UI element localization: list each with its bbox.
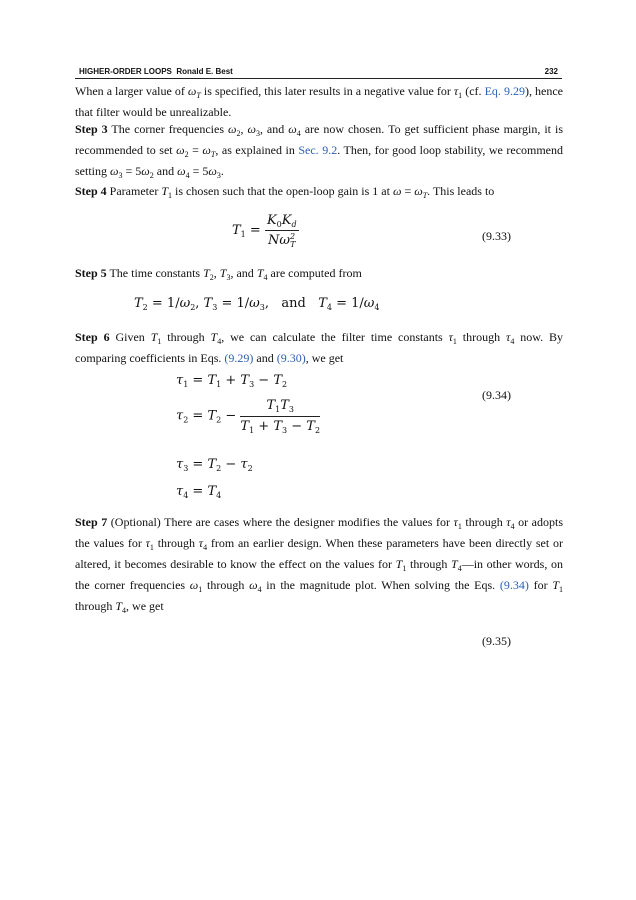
- running-header: [75, 64, 562, 78]
- eq-9-29-link[interactable]: Eq. 9.29: [484, 84, 525, 98]
- equation-number-9-34: (9.34): [482, 388, 511, 402]
- paragraph-intro: When a larger value of $\omega_T$ is specified, this later results in a negative value for $\tau_1$ (cf. Eq. 9.29), hence that filter would be unrealizable.: [75, 84, 563, 119]
- step-7-paragraph: Step 7 (Optional) There are cases where the designer modifies the values for $\tau_1$ through $\tau_4$ or adopts the values for $\tau_1$ through $\tau_4$ from an earlier design. When these parameters have been directly set or altered, it becomes desirable to know the effect on the values for $T_1$ through $T_4—in$ other words, on the corner frequencies $\omega_1$ through $\omega_4$ in the magnitude plot. When solving the Eqs. (9.34) for $T_1$ through $T_4$, we get: [75, 515, 564, 615]
- step-4-label: Step 4: [75, 184, 107, 198]
- header-rule: [75, 78, 562, 79]
- step-4-paragraph: Step 4 Parameter $T_1$ is chosen such that the open-loop gain is 1 at $\omega = \omega_T$. This leads to: [75, 184, 495, 200]
- step-7-label: Step 7: [75, 515, 108, 529]
- equation-tau1: $\tau_1 = T_1 + T_3 - T_2$: [176, 373, 288, 389]
- equation-tau4: $\tau_4 = T_4$: [176, 484, 222, 500]
- sec-9-2-link[interactable]: Sec. 9.2: [298, 143, 338, 157]
- header-title: HIGHER-ORDER LOOPS Ronald E. Best: [79, 67, 233, 76]
- step-3-paragraph: Step 3 The corner frequencies $\omega_2$, $\omega_3$, and $\omega_4$ are now chosen. To get sufficient phase margin, it is recommended to set $\omega_2 = \omega_T$, as explained in Sec. 9.2. Then, for good loop stability, we recommend setting $\omega_3 = 5\omega_2$ and $\omega_4 = 5\omega_3$.: [75, 122, 564, 180]
- eq-9-30-ref[interactable]: (9.30): [276, 351, 306, 365]
- step-6-label: Step 6: [75, 330, 110, 344]
- eq-9-34-ref[interactable]: (9.34): [499, 578, 529, 592]
- step-5-paragraph: Step 5 The time constants $T_2$, $T_3$, and $T_4$ are computed from: [75, 266, 362, 282]
- equation-9-33: $T_1$ = $\frac{K_0K_d}{N\omega^2_T}$: [232, 213, 297, 249]
- step-3-label: Step 3: [75, 122, 108, 136]
- eq-9-29-ref[interactable]: (9.29): [224, 351, 254, 365]
- equation-number-9-33: (9.33): [482, 229, 511, 243]
- equation-tau2: $\tau_2 = T_2$ − $\frac{T_1T_3}{T_1 + T_3 - T_2}$: [176, 398, 321, 435]
- equation-time-constants: $T_2 = 1/\omega_2$, $T_3 = 1/\omega_3$, and $T_4 = 1/\omega_4$: [134, 296, 380, 312]
- step-5-label: Step 5: [75, 266, 107, 280]
- equation-tau3: $\tau_3 = T_2 - \tau_2$: [176, 457, 253, 473]
- equation-number-9-35: (9.35): [482, 634, 511, 648]
- page-number: 232: [544, 67, 558, 76]
- step-6-paragraph: Step 6 Given $T_1$ through $T_4$, we can calculate the filter time constants $\tau_1$ through $\tau_4$ now. By comparing coefficients in Eqs. (9.29) and (9.30), we get: [75, 330, 564, 365]
